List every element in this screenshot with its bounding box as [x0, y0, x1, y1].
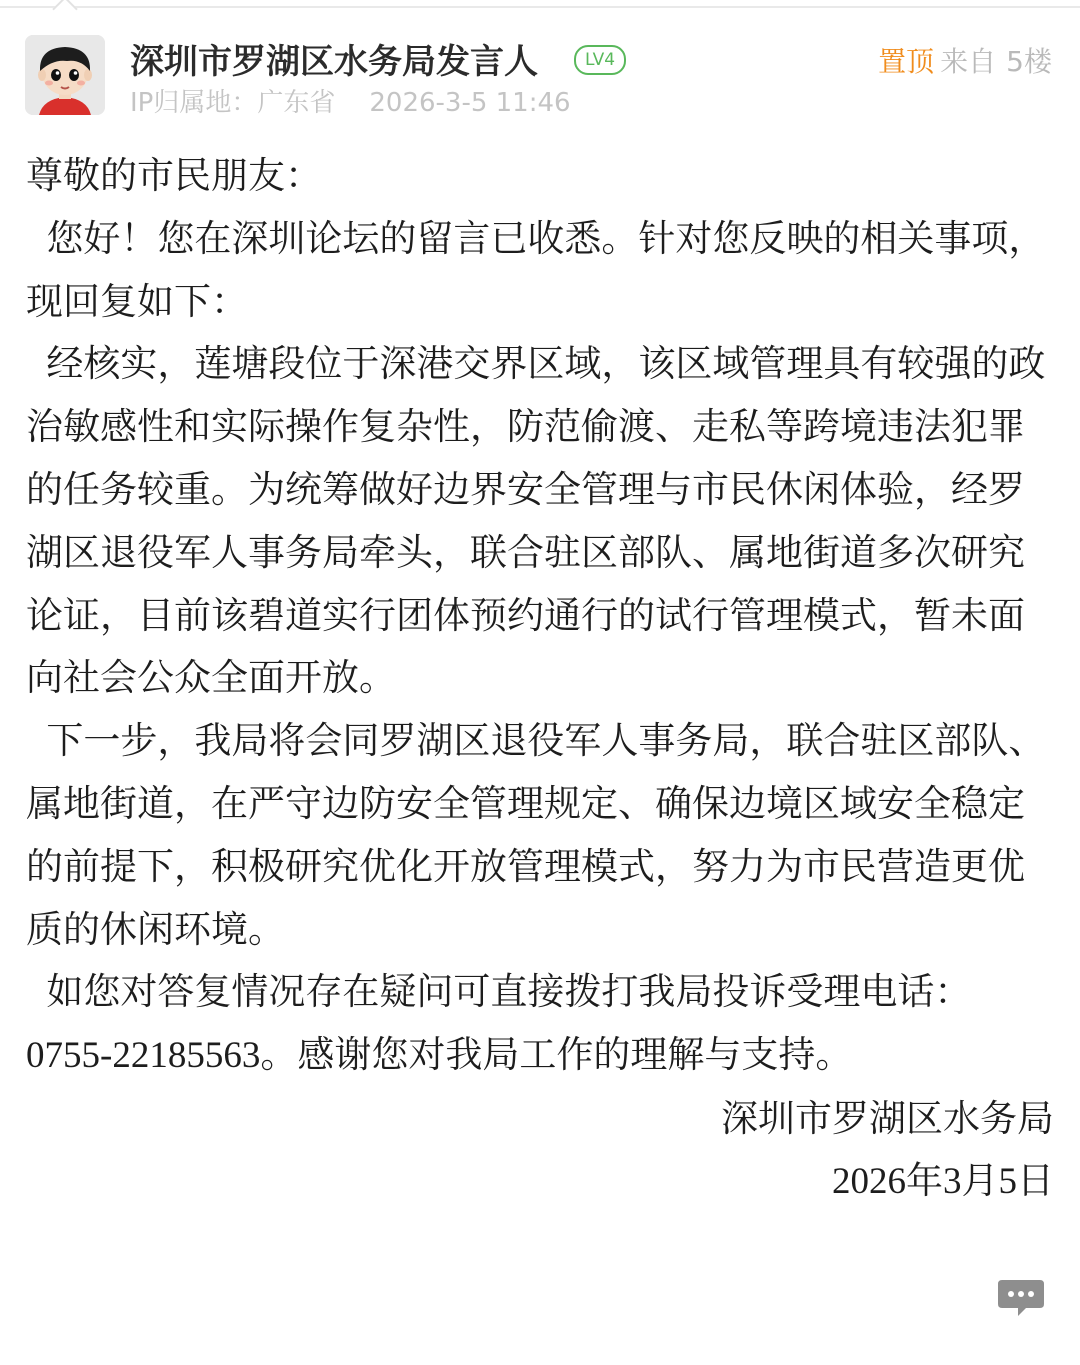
signature: 深圳市罗湖区水务局: [721, 1096, 1054, 1140]
cartoon-avatar-icon: [25, 35, 105, 115]
top-divider: [0, 6, 1080, 8]
paragraph-4-text: 如您对答复情况存在疑问可直接拨打我局投诉受理电话：: [46, 970, 972, 1014]
comment-button[interactable]: [996, 1278, 1046, 1318]
pinned-label: 置顶: [878, 45, 935, 78]
phone-number[interactable]: 0755-22185563: [26, 1035, 261, 1077]
avatar[interactable]: [25, 35, 105, 115]
post-content: [26, 145, 1056, 1214]
from-label: 来自: [940, 45, 997, 78]
post-header: [130, 38, 1060, 118]
paragraph-1: 您好！您在深圳论坛的留言已收悉。针对您反映的相关事项，现回复如下：: [26, 216, 1046, 323]
floor-number: 5楼: [1006, 45, 1052, 78]
signature-date: 2026年3月5日: [832, 1160, 1054, 1202]
level-badge: LV4: [574, 45, 626, 75]
paragraph-3: 下一步，我局将会同罗湖区退役军人事务局，联合驻区部队、属地街道，在严守边防安全管理规定、确保边境区域安全稳定的前提下，积极研究优化开放管理模式，努力为市民营造更优质的休闲环境。: [26, 719, 1046, 951]
post-status: [878, 42, 1052, 82]
greeting: 尊敬的市民朋友：: [26, 154, 322, 197]
reply-pointer-notch: [52, 0, 77, 22]
post-meta: [130, 88, 571, 118]
username[interactable]: 深圳市罗湖区水务局发言人: [130, 42, 538, 82]
paragraph-4-closing: 。感谢您对我局工作的理解与支持。: [260, 1033, 853, 1077]
chat-bubble-icon: [996, 1278, 1046, 1318]
paragraph-4: [26, 961, 1056, 1088]
post-time: 2026-3-5 11:46: [369, 88, 571, 118]
ip-location: IP归属地：广东省: [130, 88, 336, 118]
paragraph-2: 经核实，莲塘段位于深港交界区域，该区域管理具有较强的政治敏感性和实际操作复杂性，防范偷渡、走私等跨境违法犯罪的任务较重。为统筹做好边界安全管理与市民休闲体验，经罗湖区退役军人事务局牵头，联合驻区部队、属地街道多次研究论证，目前该碧道实行团体预约通行的试行管理模式，暂未面向社会公众全面开放。: [26, 342, 1046, 700]
